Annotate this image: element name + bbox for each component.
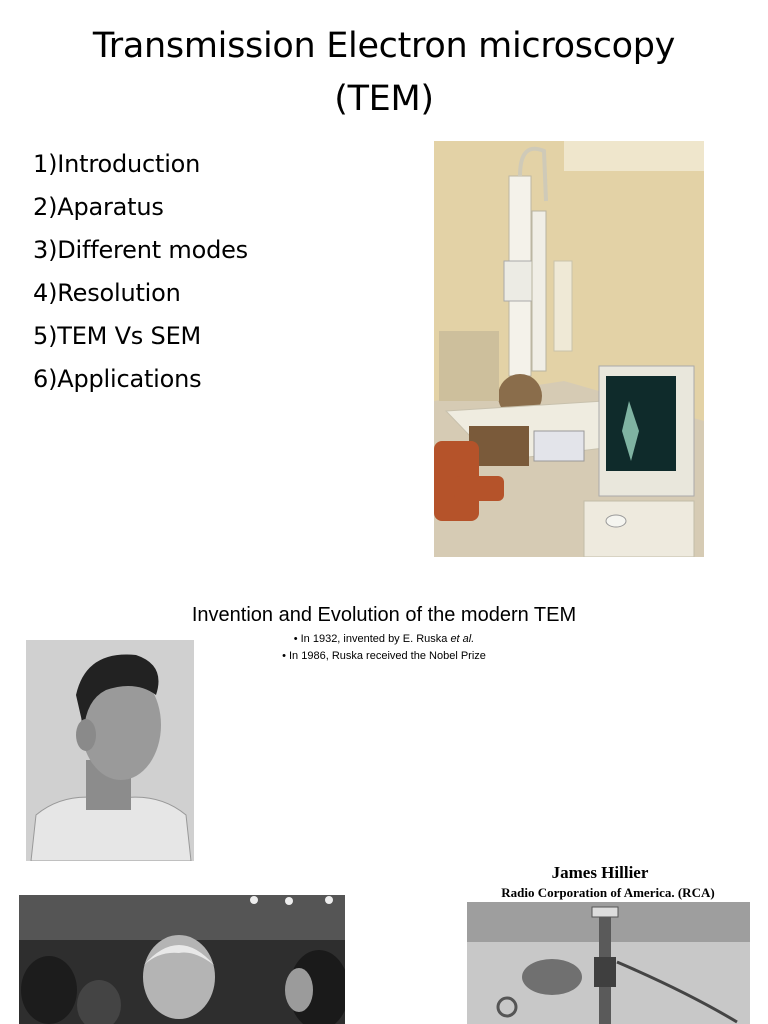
toc-item: 4)Resolution <box>33 279 181 307</box>
bullet-text: • In 1932, invented by E. Ruska <box>293 633 451 645</box>
table-of-contents <box>33 144 248 402</box>
hillier-microscope-photo <box>467 902 750 1024</box>
slide-title-line-1: Transmission Electron microscopy <box>92 26 676 66</box>
ruska-portrait-photo <box>26 640 194 861</box>
toc-item: 2)Aparatus <box>33 193 164 221</box>
ruska-crowd-photo <box>19 895 345 1024</box>
hillier-caption-name: James Hillier <box>551 863 649 882</box>
bullet-emphasis: et al. <box>450 633 475 645</box>
tem-instrument-photo <box>434 141 704 557</box>
section-title: Invention and Evolution of the modern TEM <box>191 604 577 626</box>
toc-item: 5)TEM Vs SEM <box>33 322 202 350</box>
slide-title-line-2: (TEM) <box>334 79 434 119</box>
bullet-item: • In 1986, Ruska received the Nobel Prize <box>282 650 486 662</box>
toc-item: 1)Introduction <box>33 150 201 178</box>
toc-item: 6)Applications <box>33 365 202 393</box>
hillier-caption-organization: Radio Corporation of America. (RCA) <box>501 885 715 900</box>
toc-item: 3)Different modes <box>33 236 248 264</box>
